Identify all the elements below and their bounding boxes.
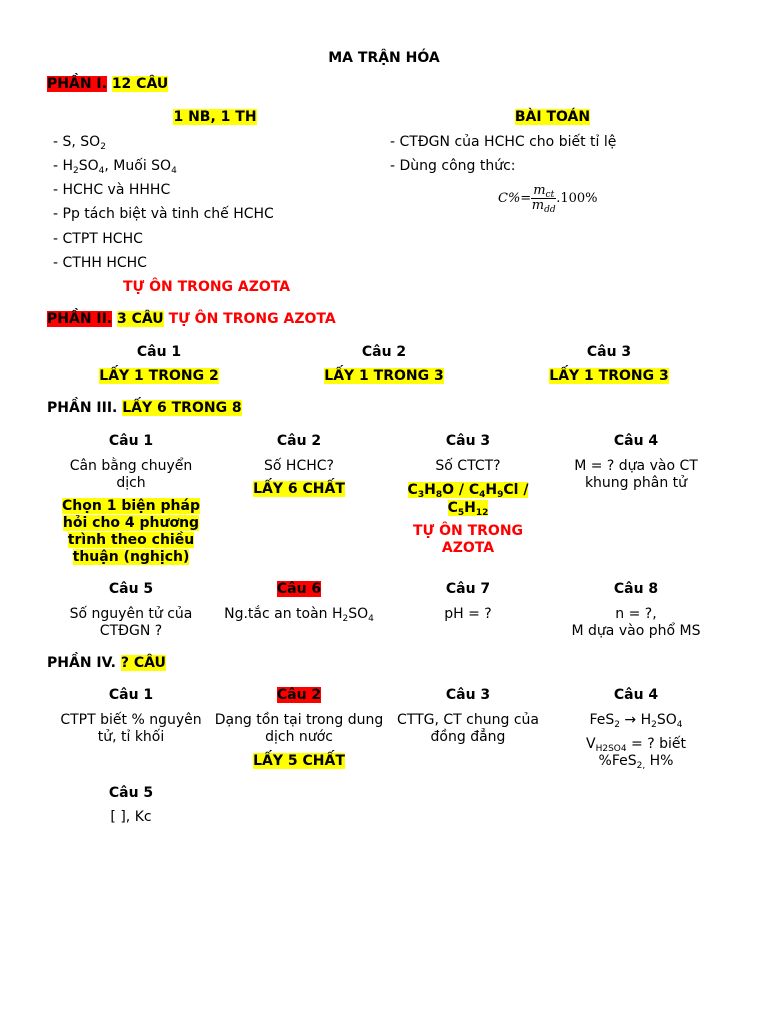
part-2-q1-pick: LẤY 1 TRONG 2	[99, 368, 219, 384]
list-item: - CTPT HCHC	[53, 231, 143, 247]
part-2-q1-label: Câu 1	[136, 344, 182, 360]
part-2-q3-pick: LẤY 1 TRONG 3	[549, 368, 669, 384]
part-3-q2-desc: Số HCHC?	[264, 458, 334, 474]
list-item: - CTHH HCHC	[53, 255, 147, 271]
part-3-q6-label: Câu 6	[276, 581, 322, 597]
part-3-q1-note: Chọn 1 biện pháp hỏi cho 4 phương trình theo chiều thuận (nghịch)	[62, 498, 200, 565]
list-item: - CTĐGN của HCHC cho biết tỉ lệ	[390, 134, 617, 150]
part-4-q2-desc: Dạng tồn tại trong dung dịch nước	[214, 712, 384, 745]
list-item: - Dùng công thức:	[390, 158, 516, 174]
part-4-q4-equation: $FeS_2 \to H_2SO_4$	[589, 712, 683, 730]
list-item: - S, $SO_2$	[53, 134, 106, 152]
part-1-count: 12 CÂU	[111, 76, 169, 92]
list-item: - HCHC và HHHC	[53, 182, 171, 198]
part-3-q5-label: Câu 5	[108, 581, 154, 597]
part-3-q2-label: Câu 2	[276, 433, 322, 449]
part-1-heading	[47, 76, 168, 92]
part-2-q2-pick: LẤY 1 TRONG 3	[324, 368, 444, 384]
part-3-q8-desc: n = ?, M dựa vào phổ MS	[571, 606, 701, 639]
concentration-formula: C%= $\frac{m_{ct}}{m_{dd}}$ .100%	[498, 183, 598, 215]
part-2-q2-label: Câu 2	[361, 344, 407, 360]
part-3-q8-label: Câu 8	[613, 581, 659, 597]
part-4-q2-note: LẤY 5 CHẤT	[253, 753, 345, 769]
part-4-q5-desc: [ ], Kc	[110, 809, 152, 825]
list-item: - Pp tách biệt và tinh chế HCHC	[53, 206, 274, 222]
part-3-q7-desc: pH = ?	[444, 606, 492, 622]
part-3-q3-note: TỰ ÔN TRONG AZOTA	[412, 523, 524, 556]
part-3-heading: PHẦN III. LẤY 6 TRONG 8	[47, 400, 242, 416]
part-1-right-heading: BÀI TOÁN	[514, 109, 591, 125]
part-1-left-heading: 1 NB, 1 TH	[173, 109, 257, 125]
part-4-q3-desc: CTTG, CT chung của đồng đẳng	[397, 712, 539, 745]
part-4-q1-label: Câu 1	[108, 687, 154, 703]
page-title: MA TRẬN HÓA	[328, 50, 440, 66]
part-1-label: PHẦN I.	[47, 76, 107, 92]
part-3-q1-label: Câu 1	[108, 433, 154, 449]
part-4-q4-volume: $V_{H2SO4}$ = ? biết %FeS$_{2,}$ H%	[586, 736, 686, 771]
part-4-q2-label: Câu 2	[276, 687, 322, 703]
part-3-q4-label: Câu 4	[613, 433, 659, 449]
part-4-q3-label: Câu 3	[445, 687, 491, 703]
part-2-q3-label: Câu 3	[586, 344, 632, 360]
part-3-q3-formulas: $C_3H_8O / C_4H_9Cl$ / $C_5H_{12}$	[407, 482, 529, 518]
part-3-q1-desc: Cân bằng chuyển dịch	[69, 458, 193, 491]
part-4-q4-label: Câu 4	[613, 687, 659, 703]
part-4-heading: PHẦN IV. ? CÂU	[47, 655, 166, 671]
part-2-heading: PHẦN II. 3 CÂU TỰ ÔN TRONG AZOTA	[47, 311, 336, 327]
part-3-q2-note: LẤY 6 CHẤT	[253, 481, 345, 497]
part-3-q4-desc: M = ? dựa vào CT khung phân tử	[574, 458, 698, 491]
part-2-note: TỰ ÔN TRONG AZOTA	[168, 311, 336, 327]
part-4-q5-label: Câu 5	[108, 785, 154, 801]
part-3-q7-label: Câu 7	[445, 581, 491, 597]
list-item: - $H_2SO_4$, Muối $SO_4$	[53, 158, 177, 176]
part-3-q6-desc: Ng.tắc an toàn $H_2SO_4$	[224, 606, 374, 624]
part-3-q5-desc: Số nguyên tử của CTĐGN ?	[69, 606, 193, 639]
part-1-self-study: TỰ ÔN TRONG AZOTA	[123, 279, 291, 295]
part-4-q1-desc: CTPT biết % nguyên tử, tỉ khối	[60, 712, 202, 745]
part-3-q3-label: Câu 3	[445, 433, 491, 449]
part-3-q3-desc: Số CTCT?	[435, 458, 501, 474]
